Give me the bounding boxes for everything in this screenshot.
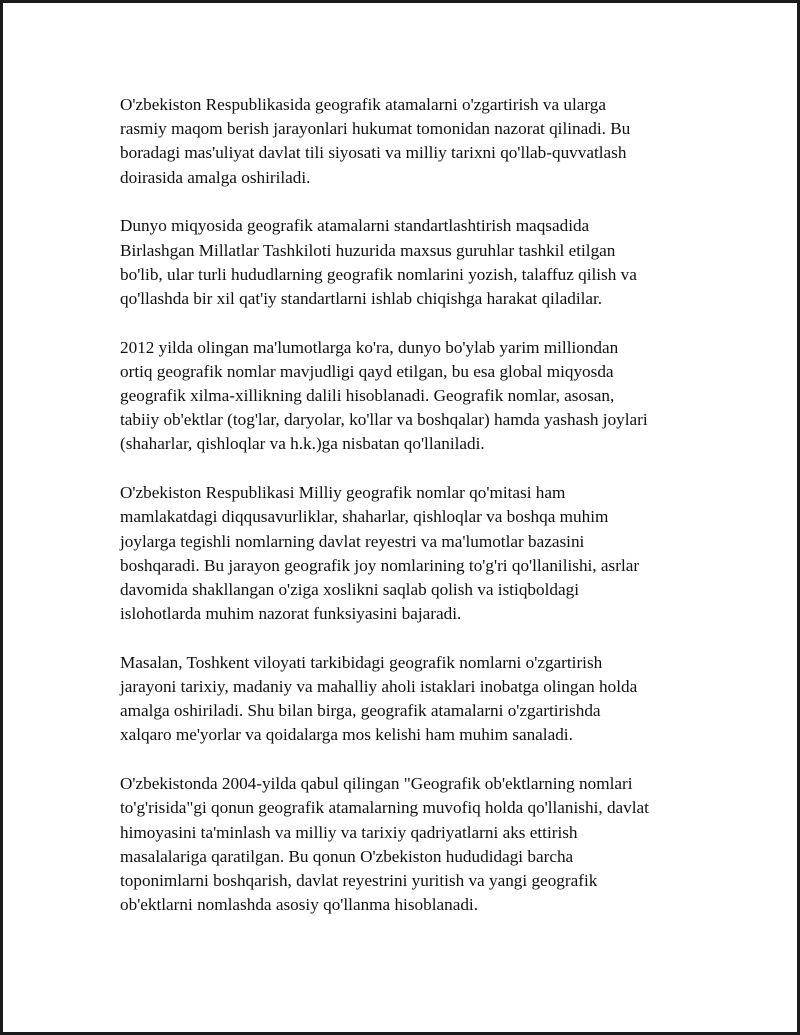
paragraph-4: O'zbekiston Respublikasi Milliy geografik nomlar qo'mitasi ham mamlakatdagi diqqusavurliklar, shaharlar, qishloqlar va boshqa muhim joylarga tegishli nomlarning davlat reyestri va ma'lumotlar bazasini boshqaradi. Bu jarayon geografik joy nomlarining to'g'ri qo'llanilishi, asrlar davomida shakllangan o'ziga xoslikni saqlab qolish va istiqboldagi islohotlarda muhim nazorat funksiyasini bajaradi.	[120, 483, 640, 624]
document-body	[120, 93, 700, 942]
paragraph-2: Dunyo miqyosida geografik atamalarni standartlashtirish maqsadida Birlashgan Millatlar Tashkiloti huzurida maxsus guruhlar tashkil etilgan bo'lib, ular turli hududlarning geografik nomlarini yozish, talaffuz qilish va qo'llashda bir xil qat'iy standartlarni ishlab chiqishga harakat qiladilar.	[120, 216, 637, 308]
paragraph-3: 2012 yilda olingan ma'lumotlarga ko'ra, dunyo bo'ylab yarim milliondan ortiq geografik nomlar mavjudligi qayd etilgan, bu esa global miqyosda geografik xilma-xillikning dalili hisoblanadi. Geografik nomlar, asosan, tabiiy ob'ektlar (tog'lar, daryolar, ko'llar va boshqalar) hamda yashash joylari (shaharlar, qishloqlar va h.k.)ga nisbatan qo'llaniladi.	[120, 337, 648, 454]
paragraph-1: O'zbekiston Respublikasida geografik atamalarni o'zgartirish va ularga rasmiy maqom berish jarayonlari hukumat tomonidan nazorat qilinadi. Bu boradagi mas'uliyat davlat tili siyosati va milliy tarixni qo'llab-quvvatlash doirasida amalga oshiriladi.	[120, 95, 631, 187]
paragraph-6: O'zbekistonda 2004-yilda qabul qilingan "Geografik ob'ektlarning nomlari to'g'risida"gi qonun geografik atamalarning muvofiq holda qo'llanishi, davlat himoyasini ta'minlash va milliy va tarixiy qadriyatlarni aks ettirish masalalariga qaratilgan. Bu qonun O'zbekiston hududidagi barcha toponimlarni boshqarish, davlat reyestrini yuritish va yangi geografik ob'ektlarni nomlashda asosiy qo'llanma hisoblanadi.	[120, 774, 649, 915]
paragraph-5: Masalan, Toshkent viloyati tarkibidagi geografik nomlarni o'zgartirish jarayoni tarixiy, madaniy va mahalliy aholi istaklari inobatga olingan holda amalga oshiriladi. Shu bilan birga, geografik atamalarni o'zgartirishda xalqaro me'yorlar va qoidalarga mos kelishi ham muhim sanaladi.	[120, 652, 638, 745]
